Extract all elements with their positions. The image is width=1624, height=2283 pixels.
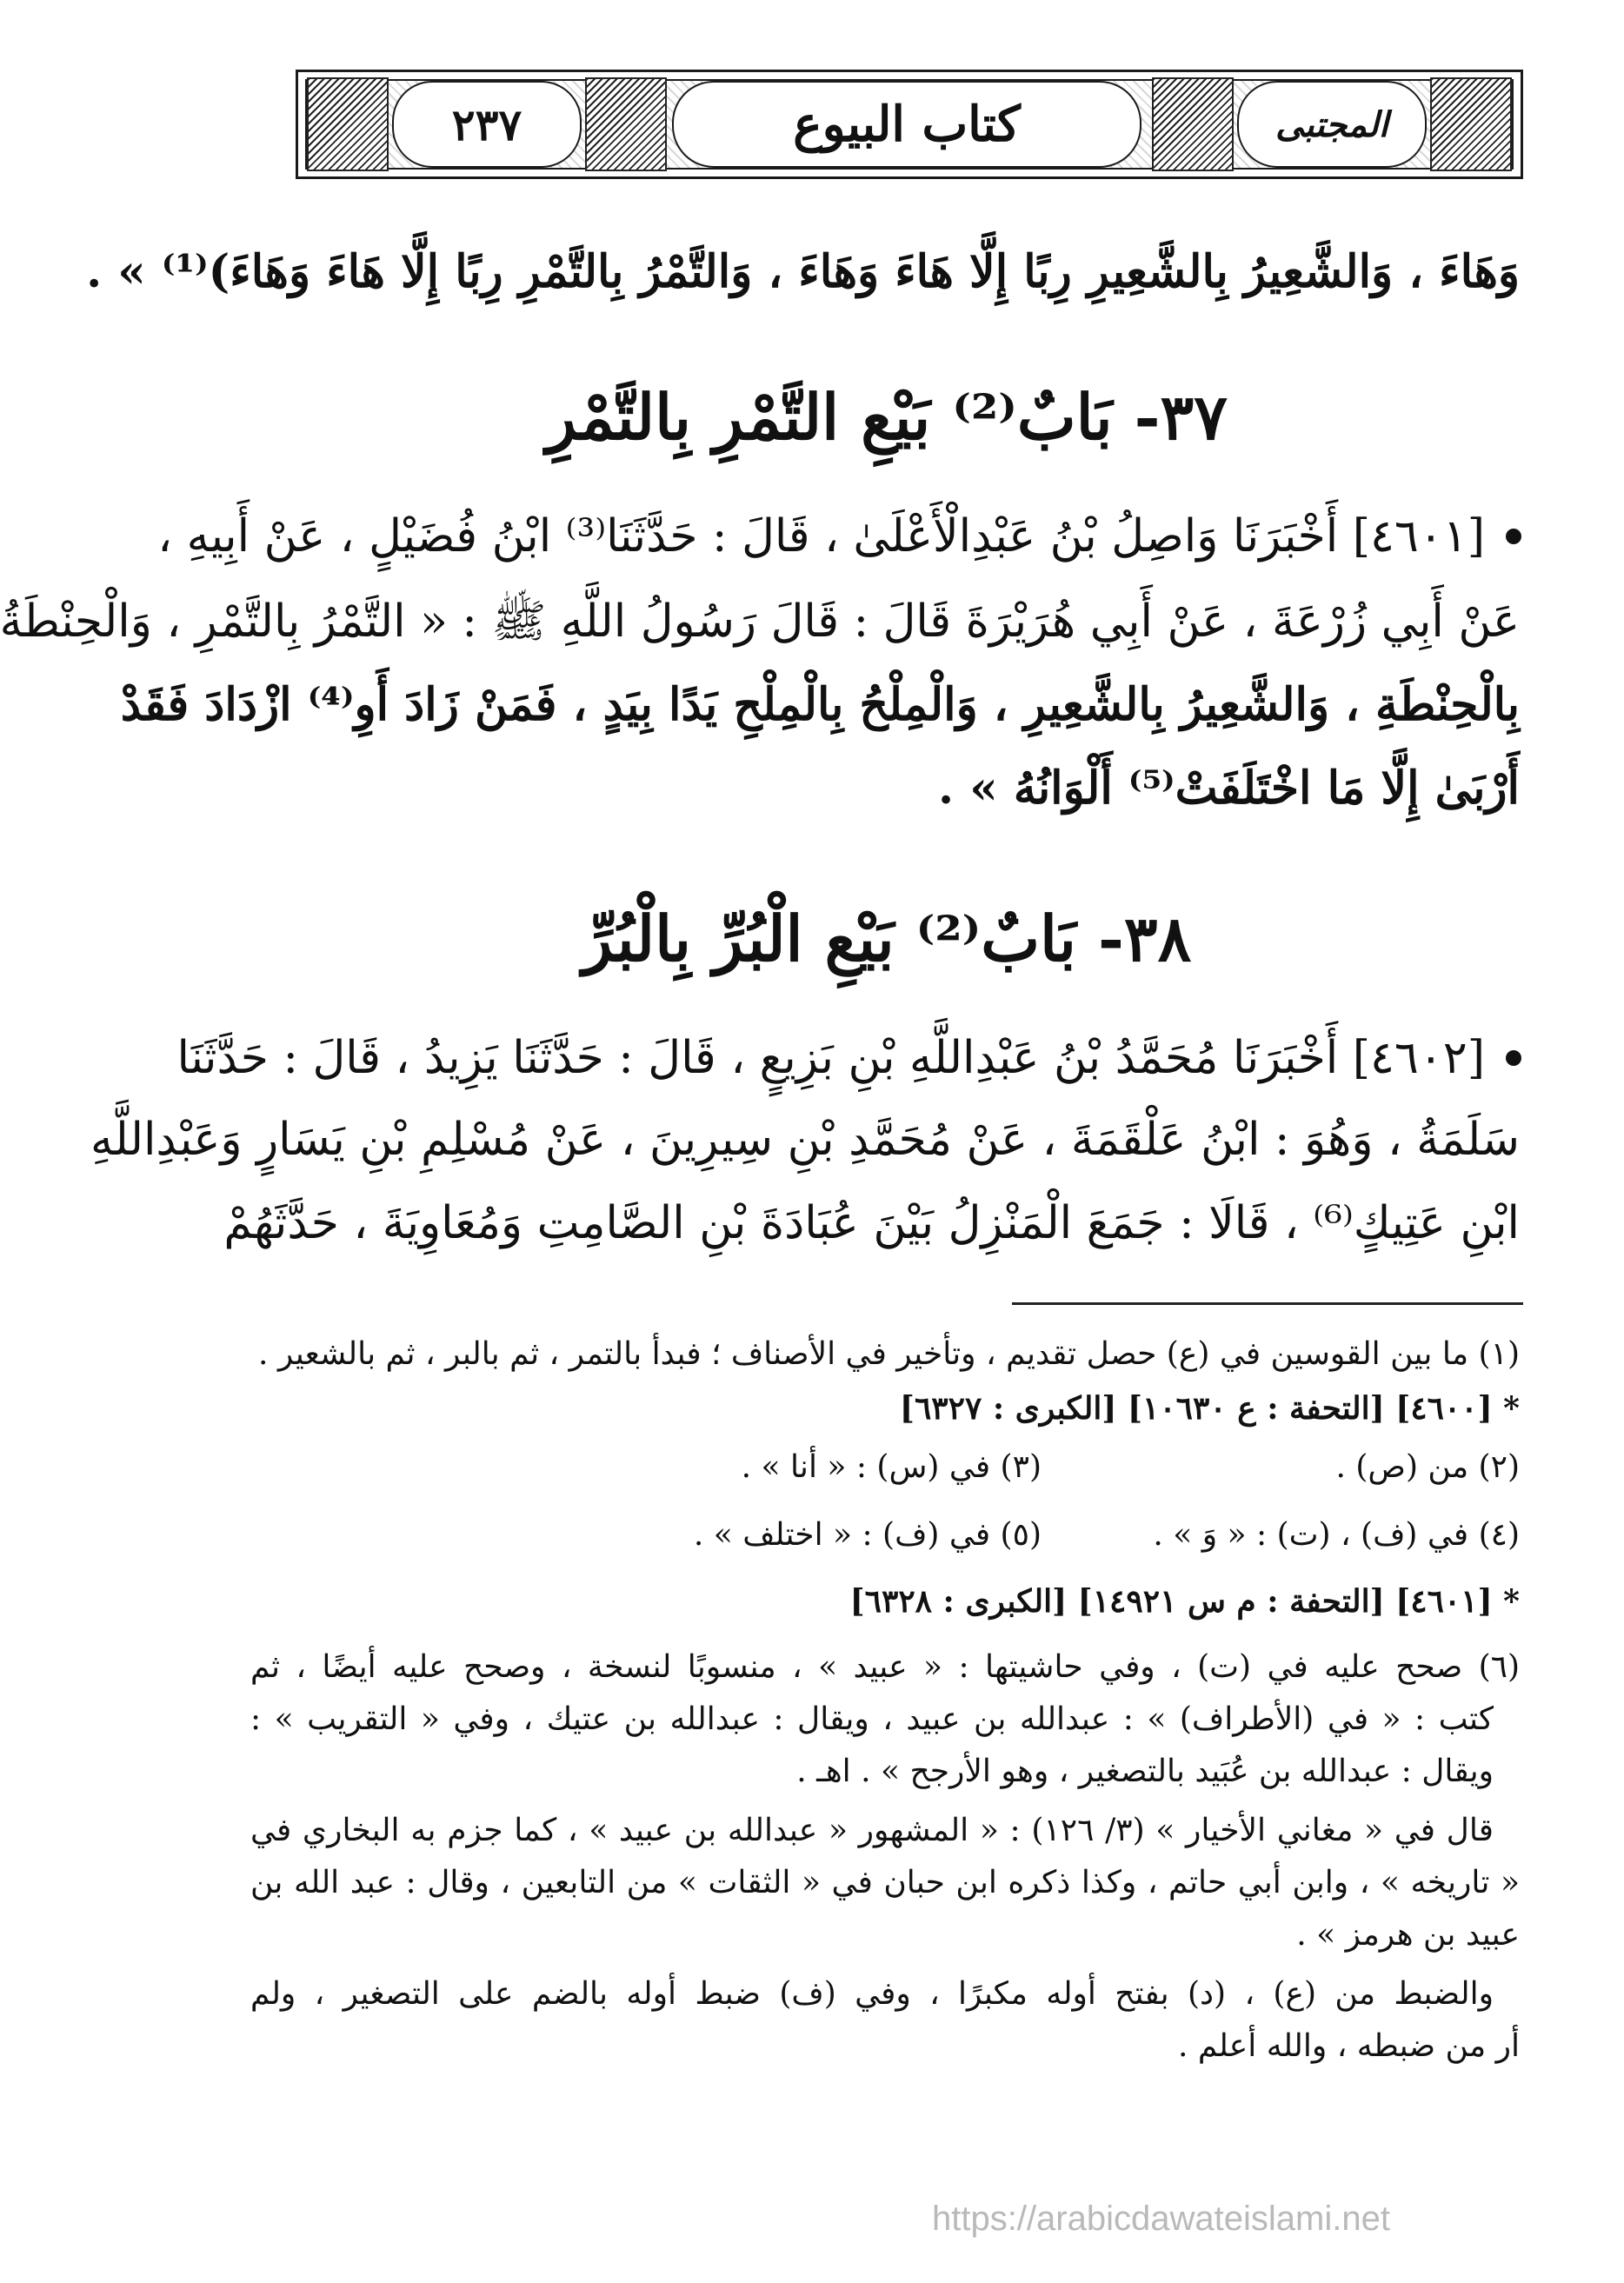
hadith-4602-line-1: [٤٦٠٢] أَخْبَرَنَا مُحَمَّدُ بْنُ عَبْدِاللَّهِ بْنِ بَزِيعٍ ، قَالَ : حَدَّثَنَا يَزِيدُ ، قَالَ : حَدَّثَنَا	[176, 1032, 1485, 1084]
website-watermark: https://arabicdawateislami.net	[932, 2200, 1390, 2238]
corner-ornament-left	[307, 77, 389, 171]
hadith-4601-line-1: [٤٦٠١] أَخْبَرَنَا وَاصِلُ بْنُ عَبْدِالْأَعْلَىٰ ، قَالَ : حَدَّثَنَا⁽³⁾ ابْنُ فُضَيْلٍ ، عَنْ أَبِيهِ ،	[157, 510, 1485, 562]
footnote-6-para3-line-2: أر من ضبطه ، والله أعلم .	[1178, 2028, 1520, 2064]
footnote-row-2-3	[563, 1443, 1520, 1492]
chapter-title: كتاب البيوع	[672, 81, 1141, 168]
footnote-3: (٣) في (س) : « أنا » .	[741, 1449, 1042, 1485]
ornament-right-inner	[1152, 77, 1234, 171]
reference-4601: * [٤٦٠١] [التحفة : م س ١٤٩٢١] [الكبرى : ٦٣٢٨]	[849, 1583, 1520, 1620]
ornament-left-inner	[585, 77, 667, 171]
book-logo: المجتبى	[1237, 81, 1427, 168]
page-number: ٢٣٧	[392, 81, 582, 168]
footnote-4: (٤) في (ف) ، (ت) : « وَ » .	[1153, 1517, 1520, 1553]
continuation-line: وَهَاءَ ، وَالشَّعِيرُ بِالشَّعِيرِ رِبًا إِلَّا هَاءَ وَهَاءَ ، وَالتَّمْرُ بِالتَّمْرِ رِبًا إِلَّا هَاءَ وَهَاءَ)⁽¹⁾ » .	[86, 245, 1520, 298]
footnote-1: (١) ما بين القوسين في (ع) حصل تقديم ، وتأخير في الأصناف ؛ فبدأ بالتمر ، ثم بالبر ، ثم بالشعير .	[258, 1336, 1520, 1372]
footnote-5: (٥) في (ف) : « اختلف » .	[693, 1517, 1042, 1553]
footnote-6-line-1: (٦) صحح عليه في (ت) ، وفي حاشيتها : « عبيد » ، منسوبًا لنسخة ، وصحح عليه أيضًا ، ثم	[250, 1649, 1520, 1685]
footnote-6-line-3: ويقال : عبدالله بن عُبَيد بالتصغير ، وهو الأرجح » . اهـ .	[796, 1754, 1494, 1789]
hadith-4602-line-3: ابْنِ عَتِيكٍ⁽⁶⁾ ، قَالَا : جَمَعَ الْمَنْزِلُ بَيْنَ عُبَادَةَ بْنِ الصَّامِتِ وَمُعَاوِيَةَ ، حَدَّثَهُمْ	[223, 1197, 1520, 1249]
chapter-heading-38: ٣٨- بَابٌ⁽²⁾ بَيْعِ الْبُرِّ بِالْبُرِّ	[582, 902, 1192, 975]
footnote-separator	[1012, 1302, 1523, 1305]
hadith-4602-line-2: سَلَمَةُ ، وَهُوَ : ابْنُ عَلْقَمَةَ ، عَنْ مُحَمَّدِ بْنِ سِيرِينَ ، عَنْ مُسْلِمِ بْنِ يَسَارٍ وَعَبْدِاللَّهِ	[90, 1114, 1520, 1166]
hadith-4601-line-4: أَرْبَىٰ إِلَّا مَا اخْتَلَفَتْ⁽⁵⁾ أَلْوَانُهُ » .	[938, 762, 1520, 815]
corner-ornament-right	[1430, 77, 1512, 171]
footnote-6-para2-line-2: « تاريخه » ، وابن أبي حاتم ، وكذا ذكره ابن حبان في « الثقات » من التابعين ، وقال : عبد الله بن	[250, 1865, 1520, 1900]
chapter-heading-37: ٣٧- بَابٌ⁽²⁾ بَيْعِ التَّمْرِ بِالتَّمْرِ	[546, 380, 1228, 454]
footnote-row-4-5	[563, 1511, 1520, 1560]
reference-4600: * [٤٦٠٠] [التحفة : ع ١٠٦٣٠] [الكبرى : ٦٣٢٧]	[899, 1390, 1520, 1427]
hadith-bullet	[1506, 529, 1521, 544]
hadith-4601-line-2: عَنْ أَبِي زُرْعَةَ ، عَنْ أَبِي هُرَيْرَةَ قَالَ : قَالَ رَسُولُ اللَّهِ ﷺ : « التَّمْرُ بِالتَّمْرِ ، وَالْحِنْطَةُ	[0, 596, 1520, 648]
footnote-6-para3-line-1: والضبط من (ع) ، (د) بفتح أوله مكبرًا ، وفي (ف) ضبط أوله بالضم على التصغير ، ولم	[250, 1976, 1494, 2012]
footnote-2: (٢) من (ص) .	[1335, 1449, 1520, 1485]
footnote-6-line-2: كتب : « في (الأطراف) » : عبدالله بن عبيد ، ويقال : عبدالله بن عتيك ، وفي « التقريب » :	[250, 1701, 1494, 1737]
footnote-6-para2-line-3: عبيد بن هرمز » .	[1296, 1917, 1520, 1953]
hadith-bullet	[1506, 1050, 1521, 1066]
hadith-4601-line-3: بِالْحِنْطَةِ ، وَالشَّعِيرُ بِالشَّعِيرِ ، وَالْمِلْحُ بِالْمِلْحِ يَدًا بِيَدٍ ، فَمَنْ زَادَ أَوِ⁽⁴⁾ ازْدَادَ فَقَدْ	[120, 678, 1520, 731]
page-header-frame	[296, 70, 1523, 179]
footnote-6-para2-line-1: قال في « مغاني الأخيار » (٣/ ١٢٦) : « المشهور « عبدالله بن عبيد » ، كما جزم به البخاري في	[250, 1813, 1494, 1848]
